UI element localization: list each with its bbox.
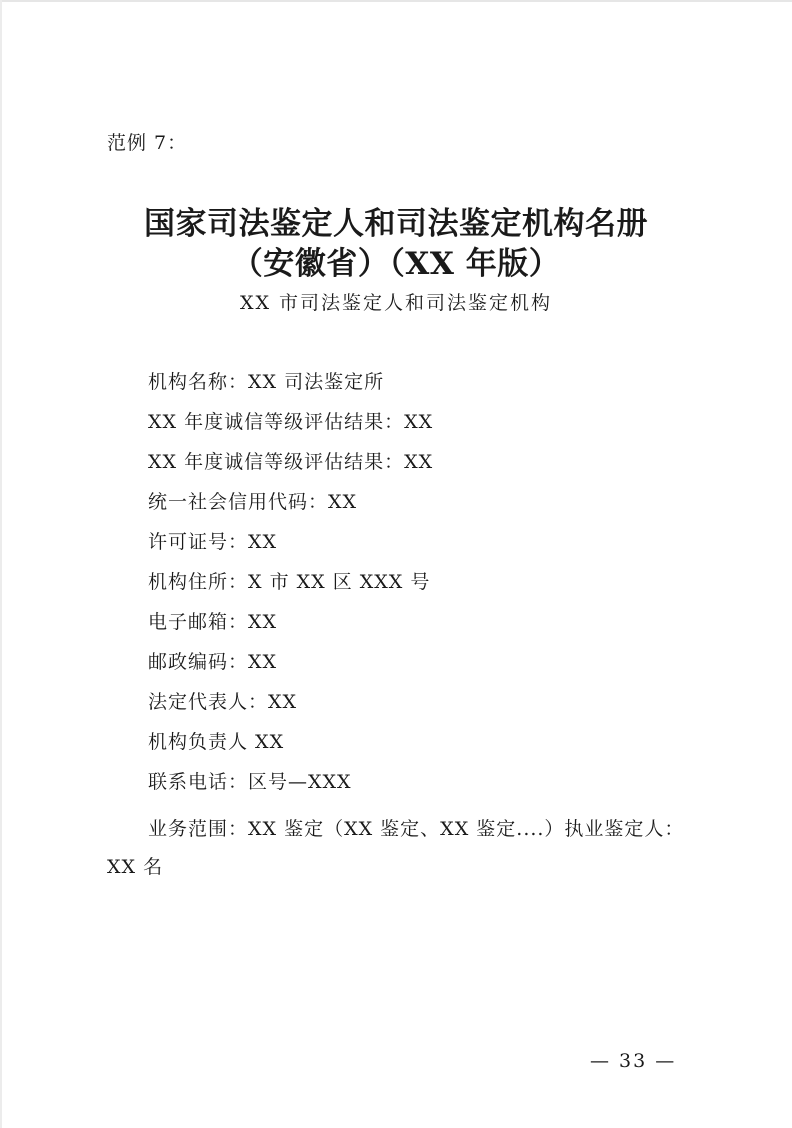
document-subtitle: XX 市司法鉴定人和司法鉴定机构	[239, 292, 553, 314]
field-postal-code: 邮政编码：XX	[148, 651, 278, 673]
field-phone: 联系电话：区号—XXX	[148, 771, 352, 793]
page-edge	[0, 0, 2, 1128]
field-institution-name: 机构名称：XX 司法鉴定所	[148, 371, 385, 393]
page-number: — 33 —	[590, 1050, 677, 1072]
field-legal-representative: 法定代表人：XX	[148, 691, 298, 713]
page-edge	[0, 0, 792, 2]
document-title: 国家司法鉴定人和司法鉴定机构名册	[144, 206, 648, 242]
field-integrity-rating-2: XX 年度诚信等级评估结果：XX	[148, 451, 434, 473]
document-title-province-year: （安徽省）（XX 年版）	[231, 246, 561, 282]
institution-info-list	[148, 368, 708, 808]
field-license-number: 许可证号：XX	[148, 531, 278, 553]
field-credit-code: 统一社会信用代码：XX	[148, 491, 358, 513]
field-institution-head: 机构负责人 XX	[148, 731, 285, 753]
example-label: 范例 7：	[107, 132, 188, 154]
field-business-scope: 业务范围：XX 鉴定（XX 鉴定、XX 鉴定....）执业鉴定人：XX 名	[107, 818, 685, 878]
field-integrity-rating-1: XX 年度诚信等级评估结果：XX	[148, 411, 434, 433]
field-email: 电子邮箱：XX	[148, 611, 278, 633]
field-address: 机构住所：X 市 XX 区 XXX 号	[148, 571, 431, 593]
